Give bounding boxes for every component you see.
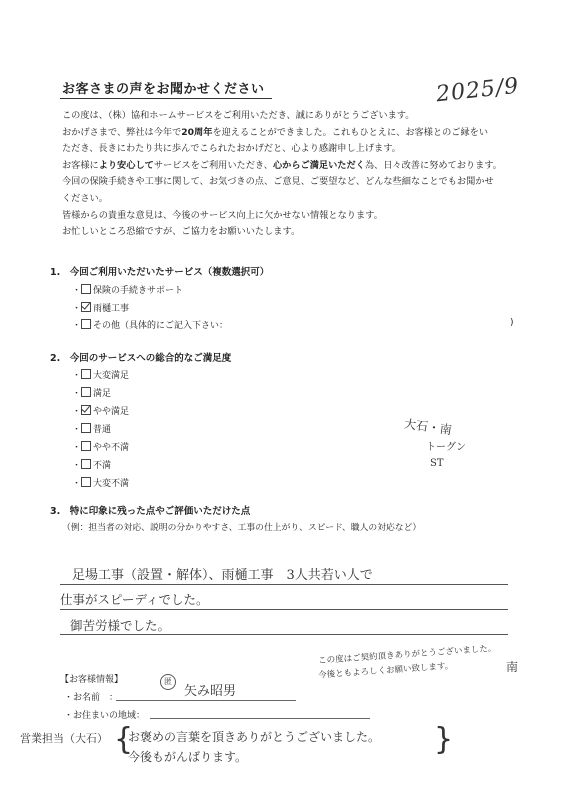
intro-line: お客様により安心してサービスをご利用いただき、心からご満足いただく為、日々改善に努めております。 — [62, 159, 502, 171]
q2-option-very-dissatisfied[interactable]: ・ 大変不満 — [72, 479, 130, 489]
answer-rule — [60, 634, 508, 635]
title-underline — [60, 98, 272, 99]
intro-line: お忙しいところ恐縮ですが、ご協力をお願いいたします。 — [62, 226, 301, 238]
area-underline — [150, 718, 370, 719]
name-underline — [116, 700, 296, 701]
q2-option-somewhat-dissatisfied[interactable]: ・ やや不満 — [72, 443, 130, 453]
intro-line: おかげさまで、弊社は今年で20周年を迎えることができました。これもひとえに、お客様とのご縁をい — [62, 126, 489, 138]
name-label: ・お名前 ： — [64, 693, 119, 703]
staff-reply-label: 営業担当（大石） — [20, 732, 108, 745]
intro-line: ください。 — [62, 192, 108, 204]
question-2-label: 2. 今回のサービスへの総合的なご満足度 — [50, 353, 232, 364]
handwritten-name: 矢み昭男 — [184, 684, 237, 699]
answer-rule — [60, 609, 508, 610]
q1-option-insurance[interactable]: ・ 保険の手続きサポート — [72, 286, 184, 296]
area-label: ・お住まいの地域： — [64, 711, 146, 721]
q2-option-very-satisfied[interactable]: ・ 大変満足 — [72, 371, 130, 381]
left-brace: { — [114, 722, 134, 757]
anonymous-stamp: 匿 — [160, 674, 176, 690]
intro-line: 皆様からの貴重な意見は、今後のサービス向上に欠かせない情報となります。 — [62, 209, 383, 221]
answer-rule — [60, 584, 508, 585]
q1-other-close: ) — [510, 318, 514, 328]
handwritten-reply-note: 今後ともよろしくお願い致します。 — [317, 661, 454, 681]
handwritten-staff-note: ST — [430, 458, 444, 469]
handwritten-staff-reply: 今後もがんばります。 — [128, 750, 248, 764]
checkbox[interactable] — [81, 284, 91, 294]
checkbox[interactable] — [81, 387, 91, 397]
q1-option-gutter[interactable]: ・ 雨樋工事 — [72, 304, 130, 314]
handwritten-staff-note: 大石・南 — [403, 416, 453, 438]
intro-line: 今回の保険手続きや工事に関して、お気づきの点、ご意見、ご要望など、どんな些細なことでもお聞かせ — [62, 176, 494, 188]
q2-option-satisfied[interactable]: ・ 満足 — [72, 389, 112, 399]
checkbox-checked[interactable] — [81, 302, 91, 312]
intro-text — [62, 108, 522, 241]
checkbox[interactable] — [81, 423, 91, 433]
checkbox[interactable] — [81, 477, 91, 487]
handwritten-staff-reply: お褒めの言葉を頂きありがとうございました。 — [128, 730, 381, 744]
q1-option-other[interactable]: ・ その他（具体的にご記入下さい： — [72, 321, 229, 331]
q2-option-somewhat-satisfied[interactable]: ・ やや満足 — [72, 407, 130, 417]
q2-option-normal[interactable]: ・ 普通 — [72, 425, 112, 435]
checkbox[interactable] — [81, 459, 91, 469]
checkbox-checked[interactable] — [81, 405, 91, 415]
handwritten-answer: 足場工事（設置・解体）、雨樋工事 3人共若い人で — [72, 568, 373, 583]
question-3-example: （例：担当者の対応、説明の分かりやすさ、工事の仕上がり、スピード、職人の対応など） — [62, 523, 422, 533]
handwritten-answer: 仕事がスピーディでした。 — [60, 592, 209, 607]
handwritten-staff-note: トーグン — [426, 442, 466, 453]
checkbox[interactable] — [81, 441, 91, 451]
page-title: お客さまの声をお聞かせください — [62, 82, 265, 97]
checkbox[interactable] — [81, 319, 91, 329]
right-brace: } — [434, 722, 454, 757]
customer-info-label: 【お客様情報】 — [60, 675, 124, 685]
intro-line: ただき、長きにわたり共に歩んでこられたおかげだと、心より感謝申し上げます。 — [62, 143, 401, 155]
question-3-label: 3. 特に印象に残った点やご評価いただけた点 — [50, 506, 251, 517]
handwritten-date: 2025/9 — [434, 73, 521, 108]
checkbox[interactable] — [81, 369, 91, 379]
q2-option-dissatisfied[interactable]: ・ 不満 — [72, 461, 112, 471]
handwritten-answer: 御苦労様でした。 — [70, 618, 171, 633]
handwritten-reply-note: この度はご契約頂きありがとうございました。 — [317, 643, 497, 667]
intro-line: この度は、（株）協和ホームサービスをご利用いただき、誠にありがとうございます。 — [62, 110, 415, 121]
question-1-label: 1. 今回ご利用いただいたサービス（複数選択可） — [50, 267, 270, 278]
handwritten-signature: 南 — [506, 660, 519, 674]
